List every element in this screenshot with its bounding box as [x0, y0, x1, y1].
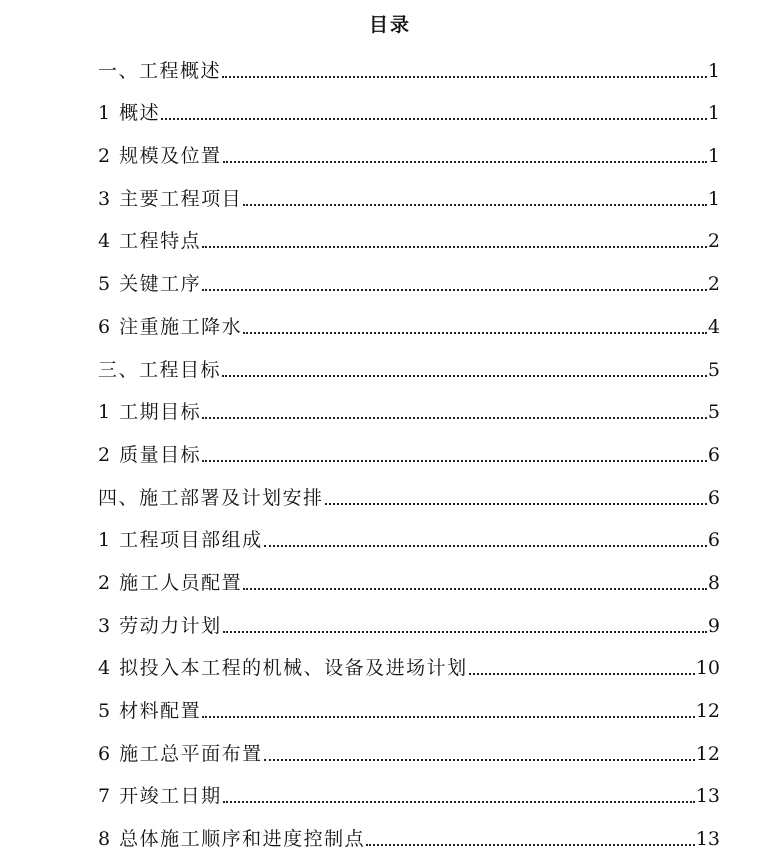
- toc-entry[interactable]: [98, 339, 720, 382]
- toc-entry-page-number: 13: [695, 828, 720, 851]
- toc-entry-label: 8 总体施工顺序和进度控制点: [98, 828, 366, 851]
- toc-entry[interactable]: [98, 424, 720, 467]
- dot-leader: [222, 76, 707, 78]
- toc-entry-page-number: 1: [707, 59, 720, 82]
- toc-entry[interactable]: [98, 552, 720, 595]
- toc-entry-label: 5 关键工序: [98, 273, 202, 296]
- toc-entry[interactable]: [98, 83, 720, 126]
- toc-entry-label: 5 材料配置: [98, 700, 202, 722]
- toc-entry-page-number: 6: [707, 486, 720, 509]
- toc-entry-page-number: 1: [707, 187, 720, 210]
- table-of-contents: [98, 40, 720, 851]
- dot-leader: [202, 246, 707, 248]
- toc-entry-label: 3 主要工程项目: [98, 187, 243, 210]
- dot-leader: [469, 673, 695, 675]
- dot-leader: [264, 545, 707, 547]
- dot-leader: [223, 161, 707, 163]
- toc-entry[interactable]: [98, 510, 720, 553]
- toc-entry-label: 一、工程概述: [98, 59, 222, 82]
- toc-entry-label: 2 施工人员配置: [98, 571, 243, 594]
- toc-entry[interactable]: [98, 253, 720, 296]
- toc-entry-page-number: 13: [695, 785, 720, 808]
- toc-entry-page-number: 8: [707, 571, 720, 594]
- toc-entry[interactable]: [98, 40, 720, 83]
- dot-leader: [223, 801, 695, 803]
- toc-entry-page-number: 2: [707, 230, 720, 253]
- toc-entry[interactable]: [98, 211, 720, 254]
- dot-leader: [264, 759, 695, 761]
- toc-entry-label: 2 规模及位置: [98, 145, 222, 168]
- toc-entry-page-number: 5: [707, 358, 720, 381]
- toc-entry-label: 4 工程特点: [98, 230, 202, 253]
- dot-leader: [243, 588, 707, 590]
- toc-entry-page-number: 12: [695, 742, 720, 765]
- toc-entry-label: 三、工程目标: [98, 358, 222, 381]
- toc-entry[interactable]: [98, 723, 720, 766]
- toc-entry[interactable]: [98, 168, 720, 211]
- toc-entry[interactable]: [98, 125, 720, 168]
- toc-entry[interactable]: [98, 467, 720, 510]
- toc-entry-page-number: 1: [707, 102, 720, 125]
- dot-leader: [202, 289, 707, 291]
- toc-entry[interactable]: [98, 382, 720, 425]
- toc-entry-page-number: 2: [707, 273, 720, 296]
- toc-entry-label: 6 施工总平面布置: [98, 742, 263, 765]
- toc-entry-page-number: 4: [707, 315, 720, 338]
- toc-entry-page-number: 12: [695, 700, 720, 722]
- toc-entry-page-number: 10: [695, 657, 720, 680]
- toc-entry-label: 四、施工部署及计划安排: [98, 486, 324, 509]
- toc-title: 目录: [368, 14, 411, 36]
- toc-entry-label: 1 概述: [98, 102, 161, 125]
- toc-entry-label: 1 工期目标: [98, 401, 202, 424]
- dot-leader: [161, 118, 707, 120]
- dot-leader: [202, 417, 707, 419]
- dot-leader: [243, 204, 707, 206]
- toc-entry[interactable]: [98, 296, 720, 339]
- toc-entry-label: 3 劳动力计划: [98, 614, 222, 637]
- toc-entry-label: 2 质量目标: [98, 443, 202, 466]
- dot-leader: [202, 460, 707, 462]
- toc-entry[interactable]: [98, 766, 720, 809]
- toc-entry[interactable]: [98, 638, 720, 681]
- toc-entry-label: 7 开竣工日期: [98, 785, 222, 808]
- toc-entry-label: 1 工程项目部组成: [98, 529, 263, 552]
- toc-entry-page-number: 9: [707, 614, 720, 637]
- toc-entry[interactable]: [98, 595, 720, 638]
- dot-leader: [325, 503, 707, 505]
- toc-entry[interactable]: [98, 808, 720, 851]
- dot-leader: [202, 716, 695, 718]
- toc-entry-page-number: 5: [707, 401, 720, 424]
- dot-leader: [366, 844, 695, 846]
- toc-entry-label: 6 注重施工降水: [98, 315, 243, 338]
- dot-leader: [223, 631, 707, 633]
- toc-entry-page-number: 6: [707, 443, 720, 466]
- toc-entry-label: 4 拟投入本工程的机械、设备及进场计划: [98, 657, 468, 680]
- toc-entry-page-number: 6: [707, 529, 720, 552]
- dot-leader: [243, 332, 707, 334]
- toc-entry[interactable]: [98, 680, 720, 723]
- toc-entry-page-number: 1: [707, 145, 720, 168]
- dot-leader: [222, 375, 707, 377]
